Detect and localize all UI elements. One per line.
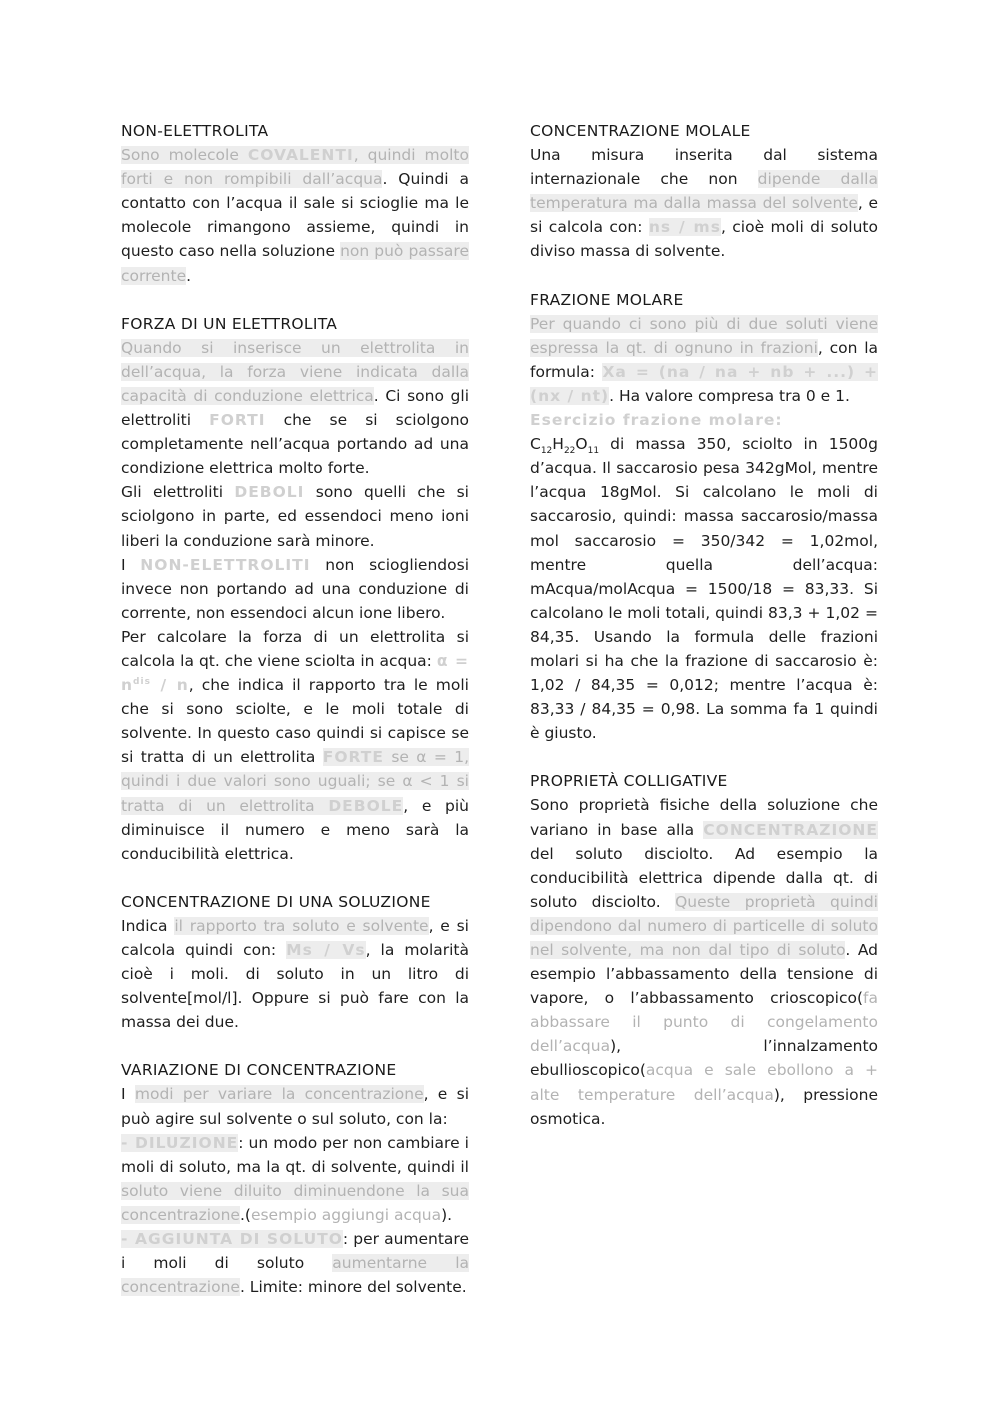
formula-subscript: 11 [587,446,600,457]
body-text: . Ha valore compresa tra 0 e 1. [609,386,850,405]
keyword: DEBOLI [234,483,305,502]
body-text: . Ad esempio l’abbassamento della tensione di vapore, o l’abbassamento crioscopico( [530,941,878,1008]
formula: Ms / Vs [286,941,366,959]
body-text: , e si può agire sul solvente o sul soluto, con la: [121,1085,470,1128]
section-body [121,914,469,1034]
section-title: VARIAZIONE DI CONCENTRAZIONE [121,1061,397,1080]
paragraph [121,1131,469,1227]
keyword: FORTE [322,748,384,767]
left-column [121,119,469,1323]
body-text: , che indica il rapporto tra le moli che si sono sciolte, e le moli totale di solvente. In questo caso quindi si capisce se si tratta di un elettrolita [121,676,469,767]
keyword: FORTI [209,411,266,430]
paragraph [121,553,469,625]
formula-subscript: 22 [563,446,576,457]
body-text: , la molarità cioè i moli. di soluto in un litro di solvente[mol/l]. Oppure si può fare con la massa dei due. [121,941,469,1032]
paragraph [530,408,878,432]
body-text: ). [441,1205,453,1224]
body-text: non sciogliendosi invece non portando ad una conduzione di corrente, non essendoci alcun ione libero. [121,555,469,622]
formula: α = n [121,651,469,695]
paragraph [121,480,469,552]
keyword: CONCENTRAZIONE [703,820,878,839]
body-text: . Quindi a contatto con l’acqua il sale si scioglie ma le molecole rimangono assieme, quindi in questo caso nella soluzione [121,170,469,261]
light-text: esempio aggiungi acqua [250,1205,442,1224]
formula-element: H [552,435,564,454]
body-text: che se si sciolgono completamente nell’acqua portando ad una condizione elettrica molto forte. [121,411,470,478]
body-text: ), l’innalzamento ebullioscopico( [530,1037,878,1080]
formula-subscript: 12 [540,446,553,457]
highlight: , quindi molto forti e non rompibili dall’acqua [121,146,469,189]
highlight: non può passare corrente [121,242,469,285]
section-forza-elettrolita [121,312,469,866]
highlight: dipende dalla temperatura ma dalla massa del solvente [530,170,878,213]
section-title: CONCENTRAZIONE MOLALE [530,122,751,140]
formula: ns / ms [648,218,721,237]
section-frazione-molare [530,288,878,746]
section-body [121,143,469,288]
body-text: Indica [121,916,175,935]
highlight: soluto viene diluito diminuendone la sua concentrazione [121,1181,469,1224]
highlight: aumentarne la concentrazione [121,1254,469,1297]
body-text: sono quelli che si sciolgono in parte, ed essendoci meno ioni liberi la conduzione sarà minore. [121,483,469,550]
body-text: , cioè moli di soluto diviso massa di solvente. [530,218,878,261]
formula-element: C [530,435,541,454]
body-text: , e si calcola quindi con: [121,916,469,959]
body-text: , con la formula: [530,338,878,381]
highlight: Queste proprietà quindi dipendono dal numero di particelle di soluto nel solvente, ma non dal tipo di soluto [530,892,878,959]
section-body [530,143,878,263]
paragraph [530,432,878,745]
section-concentrazione-molale [530,119,878,264]
highlight: Quando si inserisce un elettrolita in dell’acqua, la forza viene indicata dalla capacità di conduzione elettrica [121,338,469,405]
keyword: NON-ELETTROLITI [140,555,311,574]
formula-element: O [575,435,588,454]
body-text: I [121,555,141,574]
body-text: , e più diminuisce il numero e meno sarà la conducibilità elettrica. [121,796,469,863]
highlight: Per quando ci sono più di due soluti viene espressa la qt. di ognuno in frazioni [530,314,878,357]
section-title: NON-ELETTROLITA [121,122,269,140]
body-text: ), pressione osmotica. [530,1085,878,1128]
body-text: Una misura inserita dal sistema internazionale che non [530,146,878,189]
section-title: CONCENTRAZIONE DI UNA SOLUZIONE [121,892,431,911]
formula-superscript: dis [133,676,151,687]
body-text: di massa 350, sciolto in 1500g d’acqua. Il saccarosio pesa 342gMol, mentre l’acqua 18gMol. Si calcolano le moli di saccarosio, quindi: massa saccarosio/massa mol saccarosio = 350/342 = 1,02mol, mentre quella dell’acqua: mAcqua/molAcqua = 1500/18 = 83,33. Si calcolano le moli totali, quindi 83,3 + 1,02 = 84,35. Usando la formula delle frazioni molari si ha che la frazione di saccarosio è: 1,02 / 84,35 = 0,012; mentre l’acqua è: 83,33 / 84,35 = 0,98. La somma fa 1 quindi è giusto. [530,435,878,743]
body-text: Per calcolare la forza di un elettrolita si calcola la qt. che viene sciolta in acqua: [121,627,469,670]
exercise-heading: Esercizio frazione molare: [530,411,783,430]
chemical-formula [530,435,600,457]
paragraph [121,1227,469,1299]
body-text: . [186,266,192,285]
keyword: - DILUZIONE [121,1133,239,1152]
formula: Xa = (na / na + nb + ...) + (nx / nt) [530,362,878,405]
section-body [530,793,878,1130]
section-proprieta-colligative [530,769,878,1130]
light-text: acqua e sale ebollono a + alte temperature dell’acqua [530,1061,878,1104]
paragraph [121,336,469,481]
paragraph [121,1082,469,1130]
highlight: Sono molecole [121,146,248,165]
keyword: COVALENTI [247,146,354,165]
section-title: PROPRIETÀ COLLIGATIVE [530,772,728,791]
highlight: se α = 1, quindi i due valori sono uguali; se α < 1 si tratta di un elettrolita [121,748,469,815]
section-title: FRAZIONE MOLARE [530,290,684,309]
light-text: fa abbassare il punto di congelamento dell’acqua [530,989,878,1056]
body-text: . Ci sono gli elettroliti [121,386,470,430]
section-non-elettrolita [121,119,469,288]
section-variazione-concentrazione [121,1058,469,1299]
highlight: modi per variare la concentrazione [134,1085,424,1104]
body-text: , e si calcola con: [530,194,879,237]
highlight: il rapporto tra soluto e solvente [174,916,429,935]
body-text: : per aumentare i moli di soluto [121,1230,469,1273]
body-text: I [121,1085,135,1104]
body-text: Sono proprietà fisiche della soluzione che variano in base alla [530,796,878,839]
keyword: DEBOLE [328,796,404,815]
body-text: . Limite: minore del solvente. [239,1278,467,1297]
body-text: .( [239,1205,251,1224]
body-text: Gli elettroliti [121,483,235,502]
body-text: del soluto disciolto. Ad esempio la conducibilità elettrica dipende dalla qt. di soluto disciolto. [530,844,878,911]
section-title: FORZA DI UN ELETTROLITA [121,314,338,333]
paragraph [530,312,878,408]
formula: / n [150,676,189,695]
paragraph [121,625,469,866]
section-concentrazione-soluzione [121,890,469,1035]
body-text: : un modo per non cambiare i moli di soluto, ma la qt. di solvente, quindi il [121,1133,469,1176]
keyword: - AGGIUNTA DI SOLUTO [121,1230,343,1249]
right-column [530,119,878,1155]
